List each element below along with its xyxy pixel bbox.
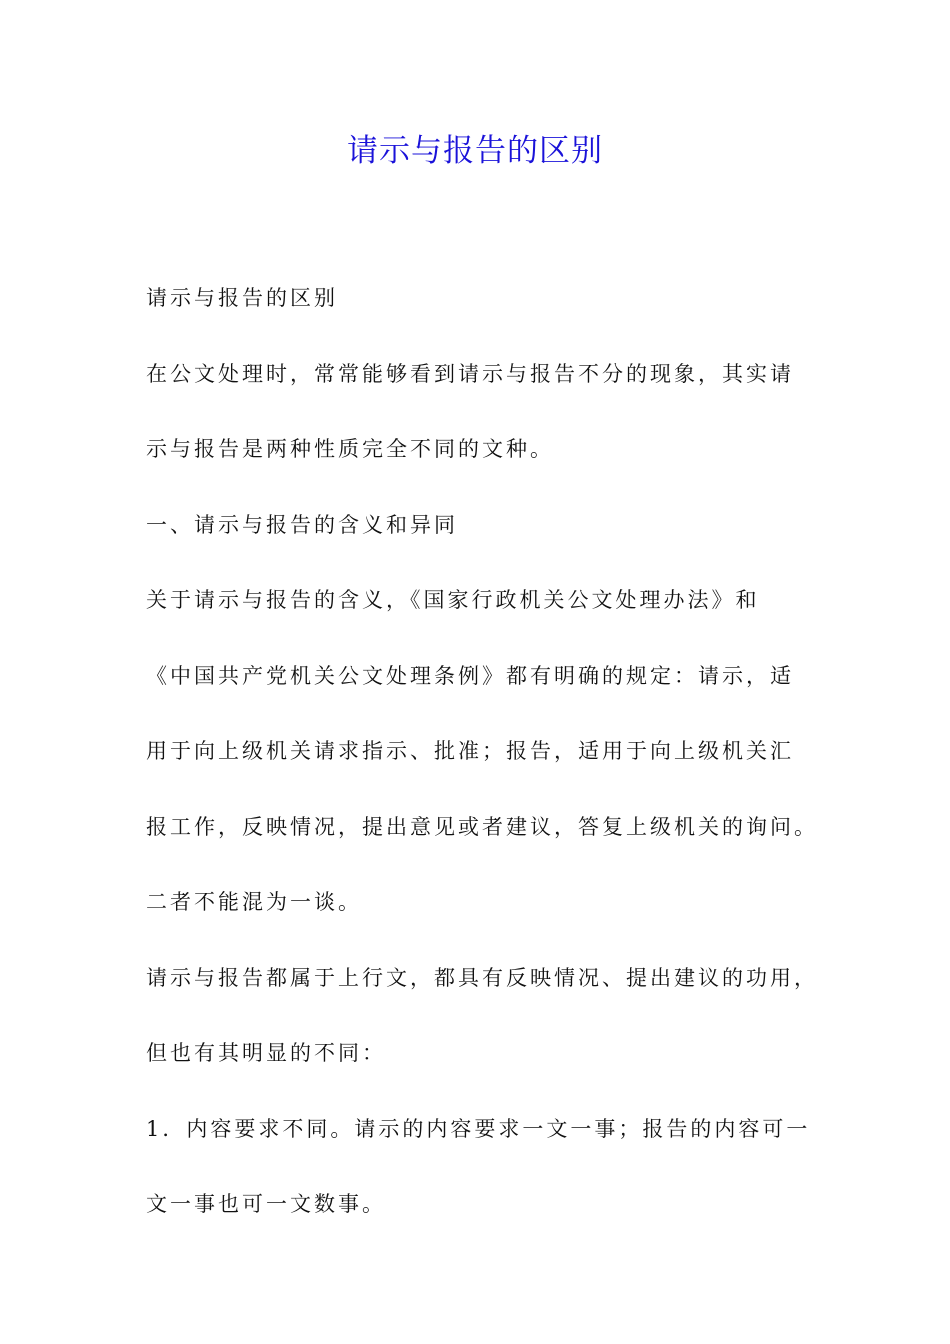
body-line: 用于向上级机关请求指示、批准；报告，适用于向上级机关汇 [146,739,794,763]
body-line: 请示与报告都属于上行文，都具有反映情况、提出建议的功用， [146,965,818,990]
body-line-subtitle: 请示与报告的区别 [146,286,338,310]
list-item: 1．内容要求不同。请示的内容要求一文一事；报告的内容可一 [146,1116,811,1141]
body-line: 关于请示与报告的含义，《国家行政机关公文处理办法》和 [146,588,760,612]
section-heading: 一、请示与报告的含义和异同 [146,512,458,537]
body-line: 在公文处理时，常常能够看到请示与报告不分的现象，其实请 [146,361,794,386]
body-line: 《中国共产党机关公文处理条例》都有明确的规定：请示，适 [146,663,794,688]
document-body [146,261,818,1243]
body-line: 示与报告是两种性质完全不同的文种。 [146,437,554,461]
body-line: 但也有其明显的不同： [146,1041,386,1065]
body-line: 二者不能混为一谈。 [146,890,362,914]
document-title: 请示与报告的区别 [347,133,603,169]
body-line: 报工作，反映情况，提出意见或者建议，答复上级机关的询问。 [146,814,818,839]
body-line: 文一事也可一文数事。 [146,1192,386,1216]
